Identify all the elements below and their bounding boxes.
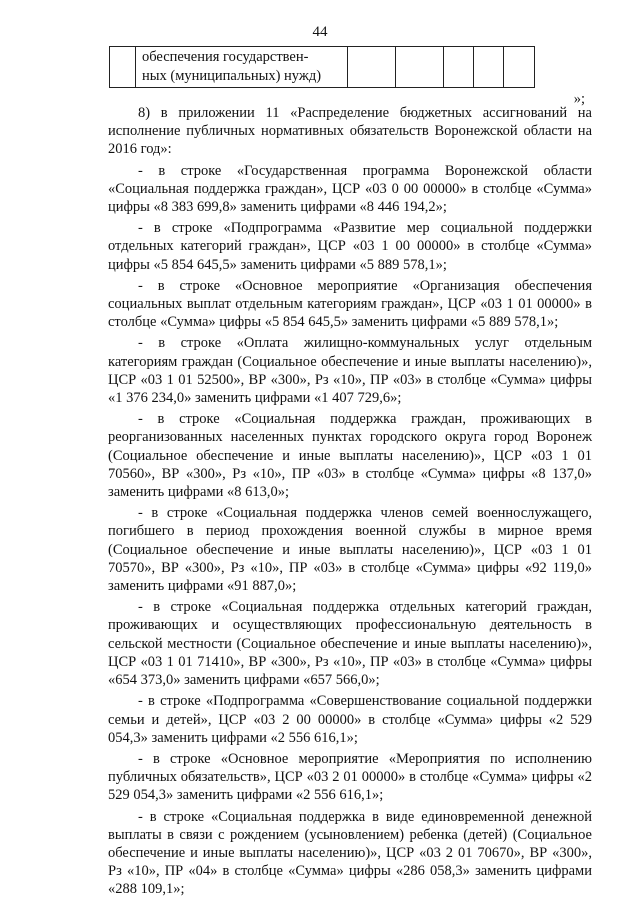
paragraph: - в строке «Оплата жилищно-коммунальных услуг отдельным категориям граждан (Социальное обеспечение и иные выплаты населению)», ЦСР «03 1 01 52500», ВР «300», Рз «10», ПР «03» в столбце «Сумма» цифры «1 376 234,0» заменить цифрами «1 407 729,6»;	[108, 335, 592, 407]
paragraph: - в строке «Социальная поддержка членов семей военнослужащего, погибшего в период прохождения военной службы в мирное время (Социальное обеспечение и иные выплаты населению)», ЦСР «03 1 01 70570», ВР «300», Рз «10», ПР «03» в столбце «Сумма» цифры «92 119,0» заменить цифрами «91 887,0»;	[108, 505, 592, 595]
paragraph: - в строке «Социальная поддержка граждан, проживающих в реорганизованных населенных пунктах городского округа город Воронеж (Социальное обеспечение и иные выплаты населению)», ЦСР «03 1 01 70560», ВР «300», Рз «10», ПР «03» в столбце «Сумма» цифры «8 137,0» заменить цифрами «8 613,0»;	[108, 411, 592, 501]
table-row	[110, 47, 535, 88]
paragraph: - в строке «Основное мероприятие «Организация обеспечения социальных выплат отдельным категориям граждан», ЦСР «03 1 01 00000» в столбце «Сумма» цифры «5 854 645,5» заменить цифрами «5 889 578,1»;	[108, 277, 592, 331]
page-number: 44	[312, 24, 328, 40]
paragraph: 8) в приложении 11 «Распределение бюджетных ассигнований на исполнение публичных нормативных обязательств Воронежской области на 2016 год»:	[108, 105, 592, 158]
table-cell-empty	[348, 47, 396, 88]
paragraph: - в строке «Социальная поддержка в виде единовременной денежной выплаты в связи с рождением (усыновлением) ребенка (детей) (Социальное обеспечение и иные выплаты населению)», ЦСР «03 2 01 70670», ВР «300», Рз «10», ПР «04» в столбце «Сумма» цифры «286 058,3» заменить цифрами «288 109,1»;	[108, 808, 592, 898]
paragraph: - в строке «Социальная поддержка отдельных категорий граждан, проживающих и осуществляющих профессиональную деятельность в сельской местности (Социальное обеспечение и иные выплаты населению)», ЦСР «03 1 01 71410», ВР «300», Рз «10», ПР «03» в столбце «Сумма» цифры «654 373,0» заменить цифрами «657 566,0»;	[108, 599, 592, 689]
closing-quote-mark: »;	[573, 91, 585, 107]
table-cell-line: обеспечения государствен-	[142, 49, 309, 65]
table-cell-line: ных (муниципальных) нужд)	[142, 68, 322, 84]
paragraph: - в строке «Подпрограмма «Развитие мер социальной поддержки отдельных категорий граждан», ЦСР «03 1 00 00000» в столбце «Сумма» цифры «5 854 645,5» заменить цифрами «5 889 578,1»;	[108, 220, 592, 273]
table-cell-empty	[110, 47, 136, 88]
paragraph: - в строке «Подпрограмма «Совершенствование социальной поддержки семьи и детей», ЦСР «03 2 00 00000» в столбце «Сумма» цифры «2 529 054,3» заменить цифрами «2 556 616,1»;	[108, 693, 592, 746]
document-body	[108, 104, 592, 902]
table-fragment	[109, 46, 535, 88]
table-cell-empty	[504, 47, 535, 88]
paragraph: - в строке «Основное мероприятие «Мероприятия по исполнению публичных обязательств», ЦСР «03 2 01 00000» в столбце «Сумма» цифры «2 529 054,3» заменить цифрами «2 556 616,1»;	[108, 750, 592, 804]
table-cell-empty	[396, 47, 444, 88]
table-cell-empty	[474, 47, 504, 88]
table-cell-empty	[444, 47, 474, 88]
paragraph: - в строке «Государственная программа Воронежской области «Социальная поддержка граждан», ЦСР «03 0 00 00000» в столбце «Сумма» цифры «8 383 699,8» заменить цифрами «8 446 194,2»;	[108, 162, 592, 216]
table-cell-text	[136, 47, 348, 88]
